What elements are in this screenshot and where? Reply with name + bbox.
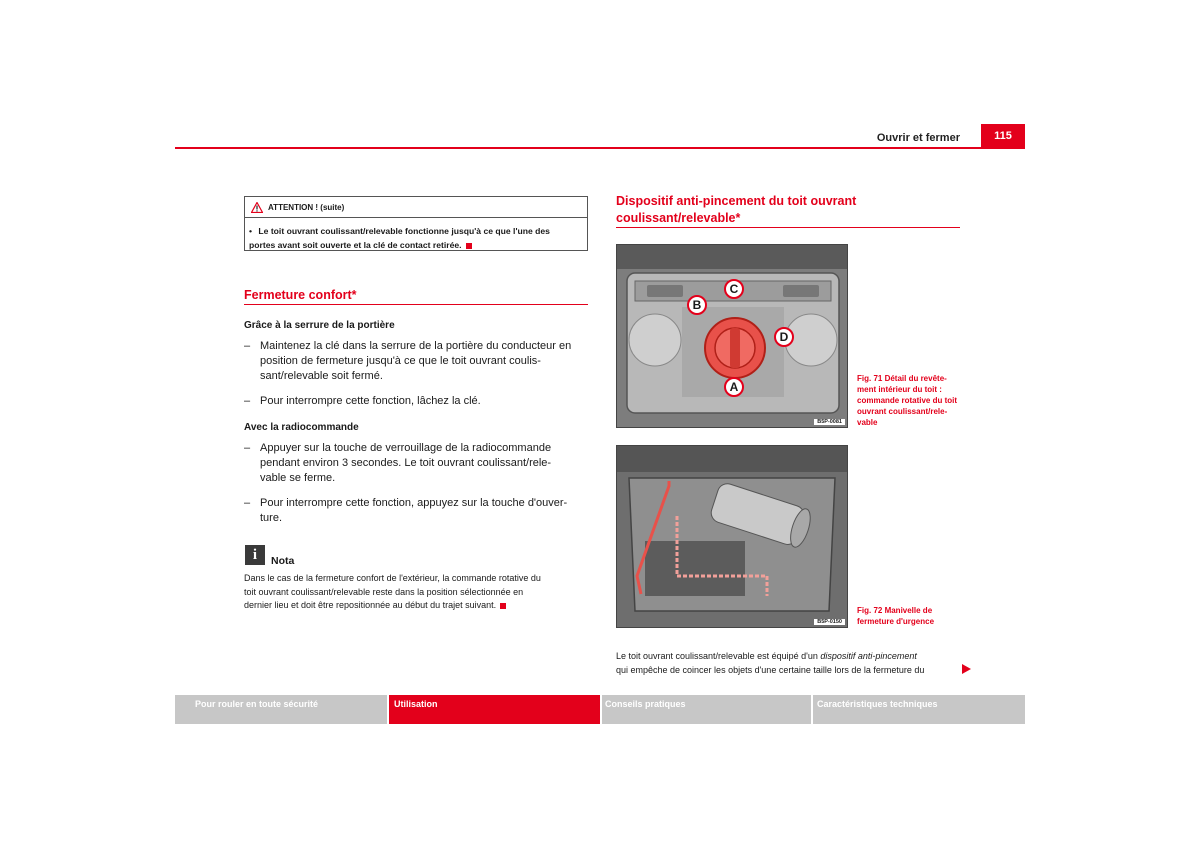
footer-tab-specs[interactable] xyxy=(813,695,1025,724)
body-line-1-text: Le toit ouvrant coulissant/relevable est équipé d'un xyxy=(616,651,821,661)
warning-box xyxy=(244,196,588,251)
figure-72-caption xyxy=(857,605,967,627)
pinch-section-title xyxy=(616,193,856,227)
bullet-glyph: • xyxy=(249,226,253,236)
end-marker-icon xyxy=(466,243,472,249)
door-lock-heading: Grâce à la serrure de la portière xyxy=(244,320,395,331)
emergency-crank-illustration xyxy=(617,446,848,628)
comfort-title-rule xyxy=(244,304,588,305)
dash-glyph: – xyxy=(244,497,251,509)
item-line: Appuyer sur la touche de verrouillage de la radiocommande xyxy=(260,442,552,454)
item-line: position de fermeture jusqu'à ce que le toit ouvrant coulis- xyxy=(260,355,541,367)
remote-heading: Avec la radiocommande xyxy=(244,422,359,433)
title-line: coulissant/relevable* xyxy=(616,211,741,225)
door-lock-item-1 xyxy=(244,339,589,385)
caption-line: commande rotative du toit xyxy=(857,396,958,405)
footer-tab-usage[interactable] xyxy=(389,695,600,724)
footer-tab-label: Caractéristiques techniques xyxy=(817,699,938,709)
caption-line: fermeture d'urgence xyxy=(857,617,935,626)
info-icon: i xyxy=(245,545,265,565)
caption-line: Fig. 71 Détail du revête- xyxy=(857,374,947,383)
item-line: vable se ferme. xyxy=(260,472,336,484)
pinch-body-text xyxy=(616,649,961,677)
end-marker-icon xyxy=(500,603,506,609)
figure-71-caption xyxy=(857,373,967,428)
warning-triangle-icon xyxy=(251,202,263,213)
caption-line: vable xyxy=(857,418,878,427)
continue-arrow-icon xyxy=(962,664,971,674)
note-line-text: dernier lieu et doit être repositionnée au début du trajet suivant. xyxy=(244,600,497,610)
warning-heading-row xyxy=(245,197,587,218)
footer-tab-label: Utilisation xyxy=(394,699,438,709)
page-number: 115 xyxy=(981,124,1025,148)
remote-item-2 xyxy=(244,496,589,527)
caption-line: Fig. 72 Manivelle de xyxy=(857,606,933,615)
title-line: Dispositif anti-pincement du toit ouvrant xyxy=(616,194,857,208)
note-body xyxy=(244,572,589,613)
item-line: Maintenez la clé dans la serrure de la portière du conducteur en xyxy=(260,340,572,352)
door-lock-item-2 xyxy=(244,394,589,410)
figure-72-tag: B5P-0150 xyxy=(814,619,845,625)
note-title: Nota xyxy=(271,555,295,567)
item-line: sant/relevable soit fermé. xyxy=(260,370,383,382)
figure-72-crank xyxy=(616,445,848,628)
body-line-1 xyxy=(616,649,961,663)
caption-line: ment intérieur du toit : xyxy=(857,385,942,394)
header-rule xyxy=(175,147,1025,149)
comfort-section-title: Fermeture confort* xyxy=(244,288,357,302)
running-header-title: Ouvrir et fermer xyxy=(876,132,960,144)
pinch-title-rule xyxy=(616,227,960,228)
body-line-2: qui empêche de coincer les objets d'une certaine taille lors de la fermeture du xyxy=(616,665,925,675)
caption-line: ouvrant coulissant/rele- xyxy=(857,407,948,416)
roof-control-illustration xyxy=(617,245,848,428)
warning-line-1 xyxy=(249,224,583,238)
footer-tab-safety[interactable] xyxy=(175,695,387,724)
marker-c: C xyxy=(724,279,744,299)
note-line: toit ouvrant coulissant/relevable reste dans la position sélectionnée en xyxy=(244,586,524,597)
remote-item-1 xyxy=(244,441,589,487)
dash-glyph: – xyxy=(244,395,251,407)
dash-glyph: – xyxy=(244,340,251,352)
footer-tab-tips[interactable] xyxy=(602,695,811,724)
dash-glyph: – xyxy=(244,442,251,454)
warning-line-2 xyxy=(249,238,583,252)
marker-a: A xyxy=(724,377,744,397)
note-line xyxy=(244,599,589,613)
warning-text-2: portes avant soit ouverte et la clé de contact retirée. xyxy=(249,240,462,250)
marker-b: B xyxy=(687,295,707,315)
note-line: Dans le cas de la fermeture confort de l'extérieur, la commande rotative du xyxy=(244,573,541,583)
warning-heading: ATTENTION ! (suite) xyxy=(268,202,345,212)
item-line: pendant environ 3 secondes. Le toit ouvrant coulissant/rele- xyxy=(260,457,552,469)
warning-text-1: Le toit ouvrant coulissant/relevable fonctionne jusqu'à ce que l'une des xyxy=(258,226,550,236)
footer-tab-label: Pour rouler en toute sécurité xyxy=(195,699,319,709)
body-emphasis: dispositif anti-pincement xyxy=(820,651,917,661)
item-line: Pour interrompre cette fonction, appuyez sur la touche d'ouver- xyxy=(260,497,568,509)
item-line: ture. xyxy=(260,512,283,524)
item-line: Pour interrompre cette fonction, lâchez la clé. xyxy=(260,395,481,407)
figure-71-roof-panel xyxy=(616,244,848,428)
figure-71-tag: B5P-0081 xyxy=(814,419,845,425)
footer-tab-label: Conseils pratiques xyxy=(605,699,686,709)
marker-d: D xyxy=(774,327,794,347)
